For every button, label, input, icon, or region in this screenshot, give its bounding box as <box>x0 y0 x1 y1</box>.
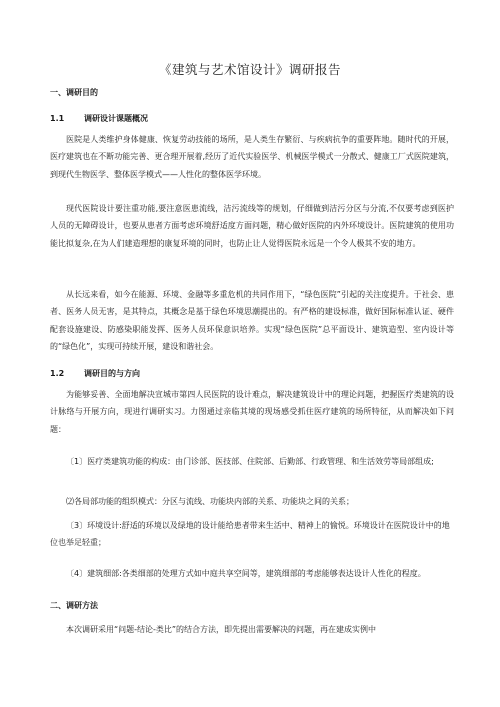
list-item-3: 〔3〕环境设计:舒适的环境以及绿地的设计能给患者带来生活中、精神上的愉悦。环境设计在医院设计中的地位也举足轻重； <box>50 521 450 548</box>
subsection-heading-1-1 <box>50 113 148 124</box>
list-item-4: 〔4〕建筑细部:各类细部的处理方式如中庭共享空间等，建筑细部的考虑能够表达设计人性化的程度。 <box>66 569 426 578</box>
paragraph-2-a: 本次调研采用“问题-结论-类比”的结合方法，即先提出需要解决的问题，再在建成实例中 <box>66 625 377 634</box>
paragraph-1-2-a: 为能够妥善、全面地解决宣城市第四人民医院的设计难点，解决建筑设计中的理论问题，把握医疗类建筑的设计脉络与开展方向，现进行调研实习。力图通过亲临其境的现场感受抓住医疗建筑的场所特征，从而解决如下问题： <box>50 390 454 434</box>
subsection-heading-1-2 <box>50 368 140 379</box>
document-title: 《建筑与艺术馆设计》调研报告 <box>158 62 341 77</box>
list-item-2: ⑵各局部功能的组织模式：分区与流线、功能块内部的关系、功能块之间的关系； <box>66 497 354 506</box>
paragraph-1-1-b: 现代医院设计要注重功能,要注意医患流线，洁污流线等的规划，仔细做到洁污分区与分流,不仅要考虑到医护人员的无障碍设计，也要从患者方面考虑环境舒适度方面问题，精心做好医院的内外环境设计。医院建筑的使用功能比拟复杂,在为人们建造理想的康复环境的同时，也防止让人觉得医院永远是一个令人极其不安的地方。 <box>50 204 454 248</box>
list-item-1: 〔1〕医疗类建筑功能的构成：由门诊部、医技部、住院部、后勤部、行政管理、和生活效劳等局部组成; <box>66 457 434 466</box>
paragraph-1-1-c: 从长远来看，如今在能源、环境、金融等多重危机的共同作用下，“绿色医院”引起的关注度提升。于社会、患者、医务人员无害，是其特点，其概念是基于绿色环境思潮提出的。有严格的建设标准，做好国际标准认证、硬件配套设施建设、防感染职能发挥、医务人员环保意识培养。实现“绿色医院”总平面设计、建筑造型、室内设计等的“绿色化”，实现可持续开展，建设和谐社会。 <box>50 290 454 352</box>
subsection-title: 调研目的与方向 <box>84 369 140 378</box>
subsection-title: 调研设计课题概况 <box>84 114 148 123</box>
section-heading-purpose: 一、调研目的 <box>50 88 98 97</box>
subsection-number: 1.1 <box>50 114 65 123</box>
paragraph-1-1-a: 医院是人类维护身体健康、恢复劳动技能的场所，是人类生存繁衍、与疾病抗争的重要阵地。随时代的开展，医疗建筑也在不断功能完善、更合理开展着,经历了近代实验医学、机械医学模式一分散式、健康工厂式医院建筑，到现代生物医学、整体医学模式——人性化的整体医学环境。 <box>50 135 454 179</box>
subsection-number: 1.2 <box>50 369 65 378</box>
section-heading-method: 二、调研方法 <box>50 601 98 610</box>
